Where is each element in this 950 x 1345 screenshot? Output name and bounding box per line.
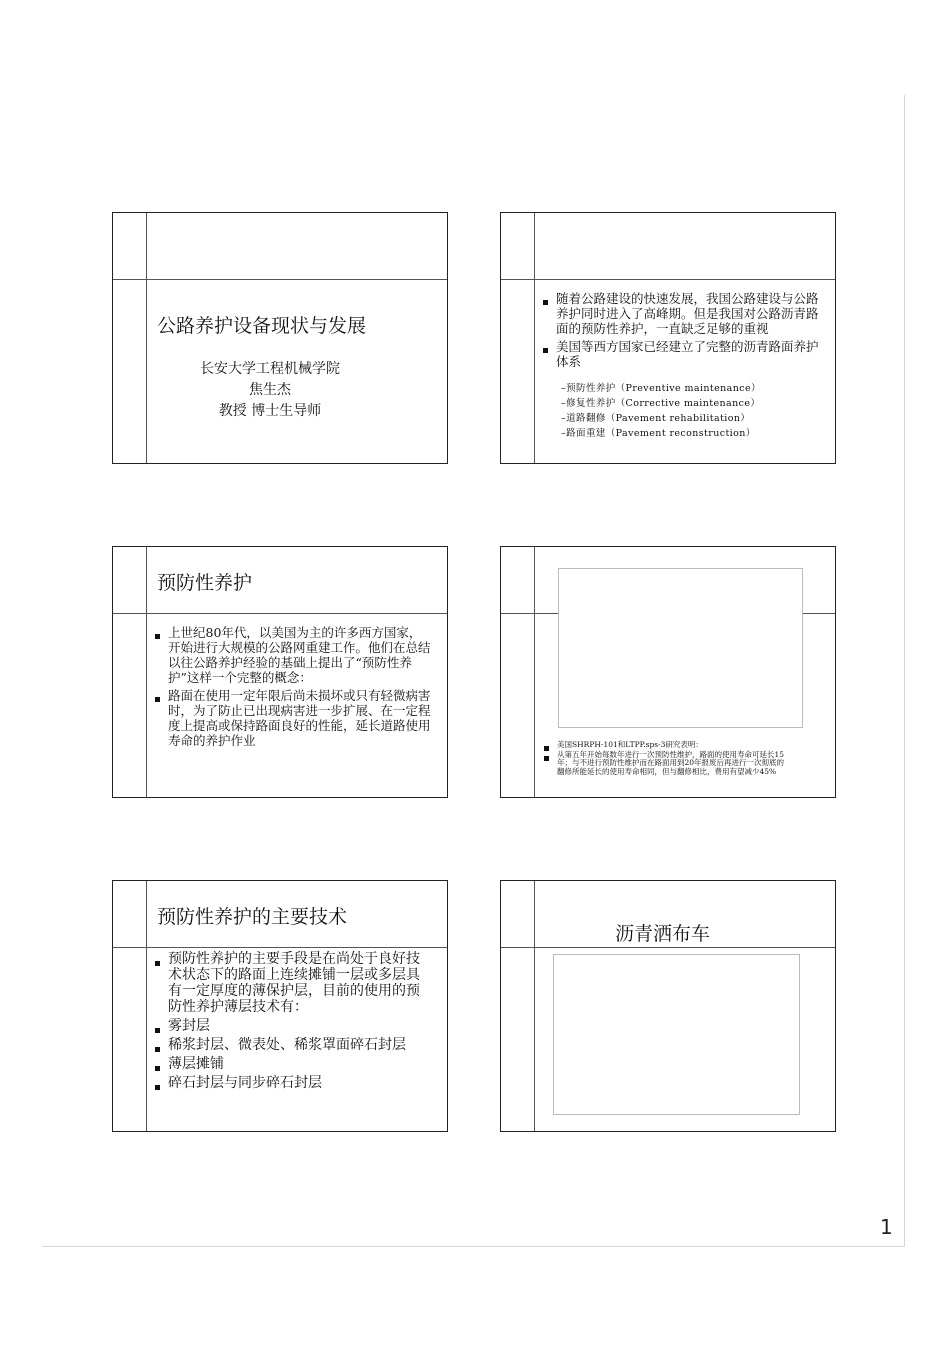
bullet-item: 预防性养护的主要手段是在尚处于良好技术状态下的路面上连续摊铺一层或多层具有一定厚度的薄保护层，目前的使用的预防性养护薄层技术有： [155, 951, 433, 1015]
slide-divider-vertical [534, 547, 535, 797]
slide-2-bullets [543, 291, 819, 372]
slide-divider-vertical [534, 213, 535, 463]
slide-2-sub-items [561, 381, 761, 441]
slide-1-line-2: 焦生杰 [249, 382, 291, 398]
slide-1-subtitle [147, 359, 393, 422]
bullet-item: 碎石封层与同步碎石封层 [155, 1075, 433, 1091]
bullet-item: 随着公路建设的快速发展，我国公路建设与公路养护同时进入了高峰期。但是我国对公路沥青路面的预防性养护，一直缺乏足够的重视 [543, 291, 819, 336]
slide-divider-horizontal [113, 613, 447, 614]
slide-3 [112, 546, 448, 798]
slide-divider-horizontal [501, 947, 835, 948]
bullet-item: 稀浆封层、微表处、稀浆罩面碎石封层 [155, 1037, 433, 1053]
page-edge-bottom [42, 1246, 905, 1247]
bullet-item: 雾封层 [155, 1018, 433, 1034]
bullet-item: 路面在使用一定年限后尚未损坏或只有轻微病害时，为了防止已出现病害进一步扩展、在一定程度上提高或保持路面良好的性能，延长道路使用寿命的养护作业 [155, 688, 431, 748]
slide-divider-vertical [534, 881, 535, 1131]
slide-1-line-3: 教授 博士生导师 [218, 403, 322, 419]
sub-item: –修复性养护（Corrective maintenance） [561, 398, 761, 409]
slide-3-bullets [155, 625, 431, 751]
image-placeholder [558, 568, 803, 728]
slide-4-bullets [544, 741, 791, 777]
slide-2 [500, 212, 836, 464]
slide-divider-horizontal [113, 279, 447, 280]
slide-divider-horizontal [113, 947, 447, 948]
page-number: 1 [880, 1215, 893, 1239]
slide-divider-horizontal [501, 279, 835, 280]
page-edge-right [904, 95, 905, 1247]
slide-3-title: 预防性养护 [157, 572, 253, 594]
bullet-item: 美国SHRPH-101和LTPP.sps-3研究表明： [544, 741, 791, 750]
slide-divider-vertical [146, 881, 147, 1131]
slide-5-bullets [155, 951, 433, 1094]
slide-1 [112, 212, 448, 464]
slide-5-title: 预防性养护的主要技术 [157, 906, 348, 928]
slide-divider-vertical [146, 213, 147, 463]
slide-divider-vertical [146, 547, 147, 797]
bullet-item: 美国等西方国家已经建立了完整的沥青路面养护体系 [543, 339, 819, 369]
bullet-item: 薄层摊铺 [155, 1056, 433, 1072]
bullet-item: 从第五年开始每数年进行一次预防性维护，路面的使用寿命可延长15年；与不进行预防性维护而在路面用到20年报废后再进行一次彻底的翻修所能延长的使用寿命相同，但与翻修相比，费用有望减少45% [544, 751, 791, 777]
bullet-item: 上世纪80年代，以美国为主的许多西方国家，开始进行大规模的公路网重建工作。他们在总结以往公路养护经验的基础上提出了“预防性养护”这样一个完整的概念： [155, 625, 431, 685]
sub-item: –道路翻修（Pavement rehabilitation） [561, 413, 751, 424]
slide-1-title: 公路养护设备现状与发展 [157, 315, 367, 337]
slide-6 [500, 880, 836, 1132]
slide-5 [112, 880, 448, 1132]
slide-1-line-1: 长安大学工程机械学院 [200, 361, 340, 377]
image-placeholder [553, 954, 800, 1115]
sub-item: –路面重建（Pavement reconstruction） [561, 428, 756, 439]
slide-4 [500, 546, 836, 798]
slide-6-title: 沥青洒布车 [615, 923, 711, 945]
sub-item: –预防性养护（Preventive maintenance） [561, 383, 761, 394]
